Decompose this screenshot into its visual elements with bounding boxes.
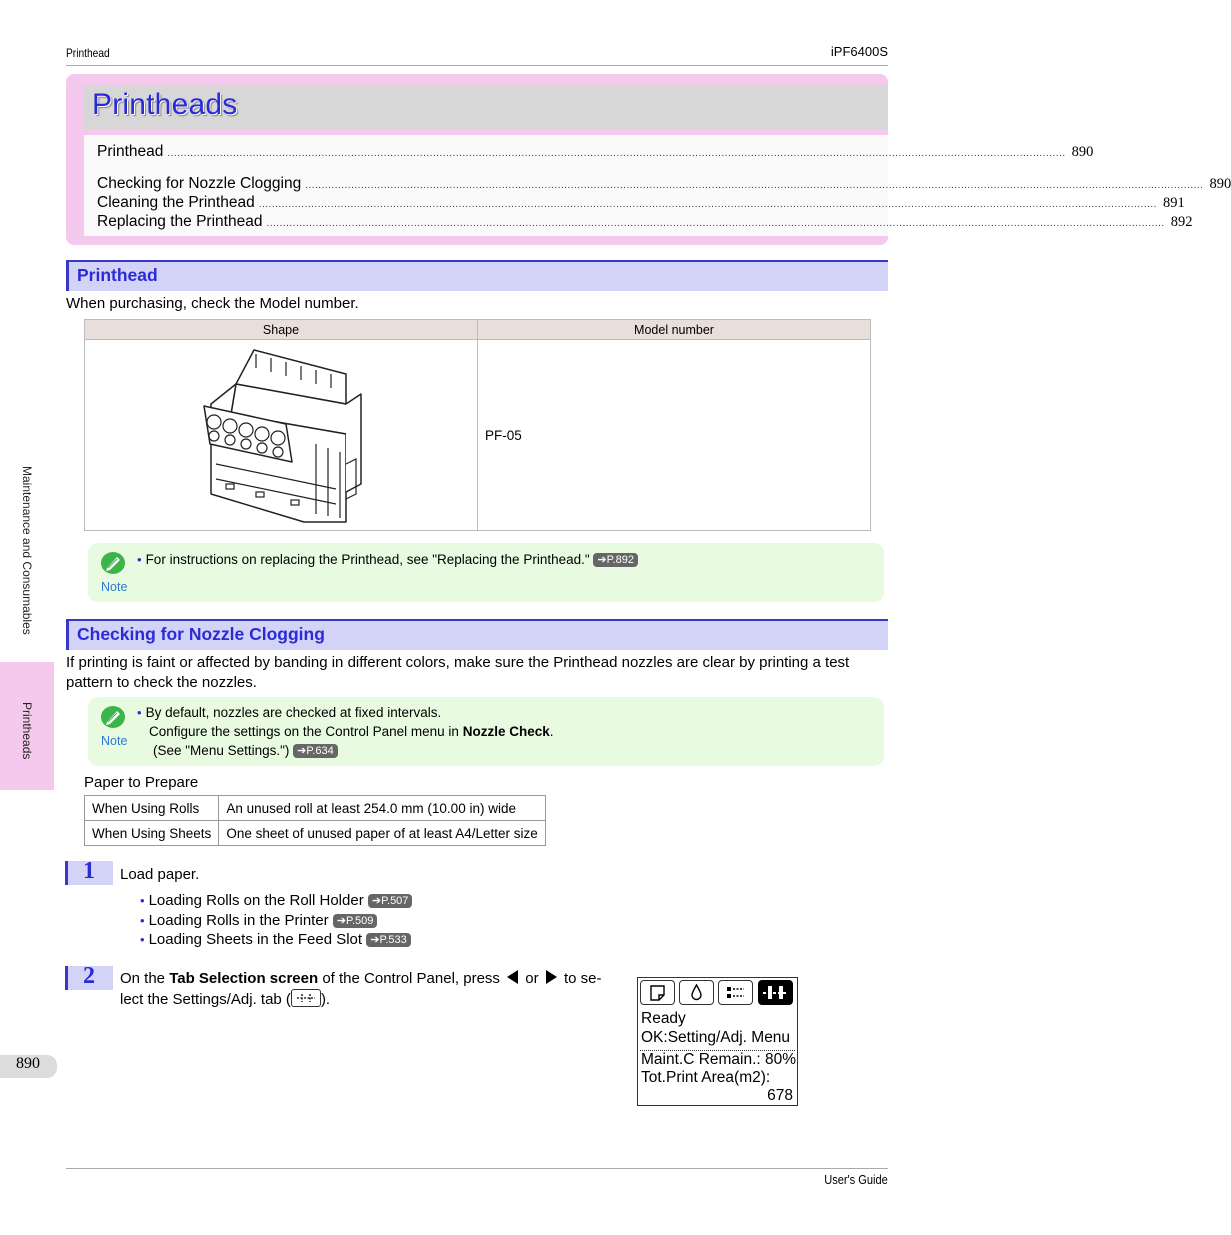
footer-divider bbox=[66, 1168, 888, 1169]
note-text: • For instructions on replacing the Printhead, see "Replacing the Printhead." ➔P.892 bbox=[137, 550, 638, 569]
note-label: Note bbox=[101, 734, 128, 748]
paper-table bbox=[84, 795, 546, 846]
page-ref-link[interactable]: ➔P.533 bbox=[366, 933, 411, 947]
toc-page: 890 bbox=[1209, 176, 1231, 192]
toc-page: 891 bbox=[1162, 195, 1185, 211]
lcd-maint-remain: Maint.C Remain.: 80% bbox=[641, 1051, 797, 1068]
note-box-replacing bbox=[88, 543, 884, 602]
page-title: Printheads bbox=[92, 88, 238, 121]
note-box-nozzle-check bbox=[88, 697, 884, 766]
paper-to-prepare-heading: Paper to Prepare bbox=[84, 774, 199, 791]
header-divider bbox=[66, 65, 888, 66]
toc-item-printhead[interactable]: Printhead .................................................................................................................................................................................................................................................................................. 890 bbox=[97, 143, 1094, 160]
table-row bbox=[85, 821, 546, 846]
toc-item-cleaning[interactable]: Cleaning the Printhead .................................................................................................................................................................................................................................................................................. 891 bbox=[97, 194, 1185, 211]
printhead-illustration bbox=[196, 344, 366, 526]
page-ref-link[interactable]: ➔P.634 bbox=[293, 744, 338, 758]
paper-type: When Using Sheets bbox=[85, 821, 219, 846]
printhead-intro: When purchasing, check the Model number. bbox=[66, 295, 359, 312]
toc-label: Cleaning the Printhead bbox=[97, 194, 255, 211]
paper-requirement: An unused roll at least 254.0 mm (10.00 in) wide bbox=[219, 796, 545, 821]
job-list-icon bbox=[719, 981, 752, 1004]
note-pencil-icon bbox=[100, 705, 126, 729]
note-text: • By default, nozzles are checked at fixed intervals. Configure the settings on the Control Panel menu in Nozzle Check. (See "Menu Settings.") ➔P.634 bbox=[137, 705, 554, 758]
table-header-shape: Shape bbox=[85, 320, 478, 340]
list-item: • Loading Rolls on the Roll Holder ➔P.507 bbox=[140, 892, 412, 909]
header-section: Printhead bbox=[66, 46, 110, 60]
tab-job[interactable] bbox=[718, 980, 753, 1005]
header-model: iPF6400S bbox=[830, 44, 888, 59]
section-heading-nozzle-clogging: Checking for Nozzle Clogging bbox=[66, 619, 888, 650]
nozzle-intro: If printing is faint or affected by banding in different colors, make sure the Printhead nozzles are clear by printing a test pattern to check the nozzles. bbox=[66, 654, 850, 691]
lcd-menu-hint: OK:Setting/Adj. Menu bbox=[641, 1029, 791, 1046]
model-number-cell: PF-05 bbox=[478, 340, 871, 531]
table-header-model: Model number bbox=[478, 320, 871, 340]
note-pencil-icon bbox=[100, 551, 126, 575]
step-1-text: Load paper. bbox=[120, 866, 200, 883]
footer-text: User's Guide bbox=[824, 1172, 888, 1187]
tab-paper[interactable] bbox=[640, 980, 675, 1005]
table-row bbox=[85, 796, 546, 821]
toc-item-nozzle-clogging[interactable]: Checking for Nozzle Clogging .................................................................................................................................................................................................................................................................................. 890 bbox=[97, 175, 1231, 192]
tab-ink[interactable] bbox=[679, 980, 714, 1005]
toc-label: Printhead bbox=[97, 143, 164, 160]
side-tab-printheads[interactable] bbox=[0, 662, 54, 790]
toc-label: Checking for Nozzle Clogging bbox=[97, 175, 302, 192]
lcd-print-area-value: 678 bbox=[767, 1087, 793, 1104]
page-number: 890 bbox=[16, 1055, 40, 1072]
settings-adj-icon bbox=[759, 981, 792, 1004]
side-tab-label: Maintenance and Consumables bbox=[20, 466, 34, 635]
note-label: Note bbox=[101, 580, 128, 594]
section-heading-printhead: Printhead bbox=[66, 260, 888, 291]
toc-page: 890 bbox=[1071, 144, 1094, 160]
paper-requirement: One sheet of unused paper of at least A4/Letter size bbox=[219, 821, 545, 846]
side-tab-maintenance[interactable] bbox=[0, 440, 54, 662]
page-number-tab bbox=[0, 1055, 57, 1078]
paper-icon bbox=[641, 981, 674, 1004]
step-2-badge: 2 bbox=[65, 966, 113, 990]
list-item: • Loading Rolls in the Printer ➔P.509 bbox=[140, 912, 377, 929]
ink-drop-icon bbox=[680, 981, 713, 1004]
right-arrow-icon bbox=[546, 970, 557, 984]
paper-type: When Using Rolls bbox=[85, 796, 219, 821]
side-tab-label: Printheads bbox=[20, 702, 34, 760]
step-2-text: On the Tab Selection screen of the Control Panel, press or to se- lect the Settings/Adj. tab ( ). bbox=[120, 970, 602, 1008]
page-ref-link[interactable]: ➔P.892 bbox=[593, 553, 638, 567]
control-panel-display bbox=[637, 977, 798, 1106]
settings-tab-icon bbox=[291, 989, 321, 1007]
toc-page: 892 bbox=[1170, 214, 1193, 230]
model-table bbox=[84, 319, 871, 531]
left-arrow-icon bbox=[507, 970, 518, 984]
tab-settings-adj[interactable] bbox=[758, 980, 793, 1005]
page-ref-link[interactable]: ➔P.507 bbox=[368, 894, 413, 908]
list-item: • Loading Sheets in the Feed Slot ➔P.533 bbox=[140, 931, 411, 948]
lcd-print-area-label: Tot.Print Area(m2): bbox=[641, 1069, 771, 1086]
lcd-status: Ready bbox=[641, 1010, 686, 1027]
toc-label: Replacing the Printhead bbox=[97, 213, 263, 230]
step-1-badge: 1 bbox=[65, 861, 113, 885]
toc-item-replacing[interactable]: Replacing the Printhead .................................................................................................................................................................................................................................................................................. 892 bbox=[97, 213, 1193, 230]
page-ref-link[interactable]: ➔P.509 bbox=[333, 914, 378, 928]
printhead-image-cell bbox=[85, 340, 478, 531]
